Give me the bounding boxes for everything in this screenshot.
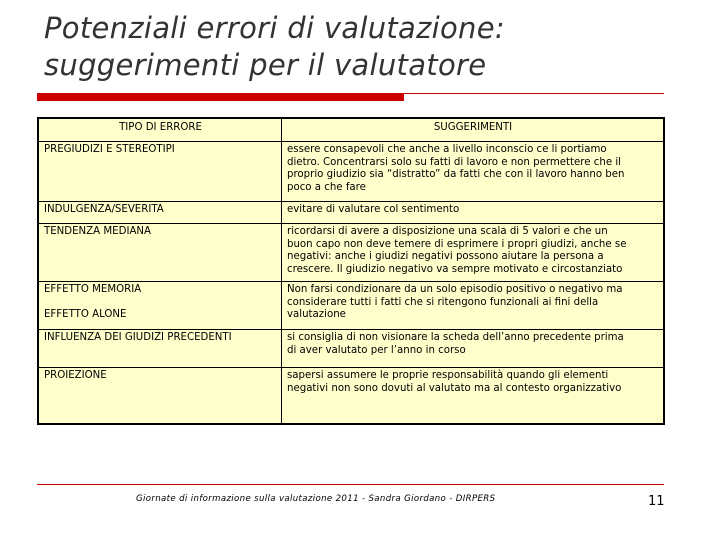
error-cell xyxy=(38,330,282,368)
suggestion-cell xyxy=(282,224,665,282)
suggestion-line: ricordarsi di avere a disposizione una scala di 5 valori e che un xyxy=(287,226,608,237)
error-cell xyxy=(38,282,282,330)
title-accent-bar xyxy=(37,94,404,101)
page-number: 11 xyxy=(648,494,665,509)
table-row xyxy=(38,142,664,202)
suggestion-line: Non farsi condizionare da un solo episodio positivo o negativo ma xyxy=(287,284,623,295)
slide-title-line-2: suggerimenti per il valutatore xyxy=(44,48,487,82)
error-label: EFFETTO ALONE xyxy=(44,308,127,320)
error-cell xyxy=(38,142,282,202)
header-error-type: TIPO DI ERRORE xyxy=(38,118,282,142)
error-cell xyxy=(38,202,282,224)
suggestion-line: si consiglia di non visionare la scheda dell’anno precedente prima xyxy=(287,332,624,343)
suggestion-cell xyxy=(282,330,665,368)
header-suggestions: SUGGERIMENTI xyxy=(282,118,665,142)
suggestion-line: buon capo non deve temere di esprimere i propri giudizi, anche se xyxy=(287,238,627,250)
footer-text: Giornate di informazione sulla valutazione 2011 - Sandra Giordano - DIRPERS xyxy=(136,494,496,504)
suggestion-line: negativi non sono dovuti al valutato ma al contesto organizzativo xyxy=(287,382,622,394)
error-label: INFLUENZA DEI GIUDIZI PRECEDENTI xyxy=(44,332,232,343)
suggestion-line: poco a che fare xyxy=(287,181,366,193)
error-cell xyxy=(38,224,282,282)
suggestion-line: dietro. Concentrarsi solo su fatti di lavoro e non permettere che il xyxy=(287,156,621,168)
errors-table xyxy=(37,117,665,425)
table-row xyxy=(38,368,664,424)
suggestion-line: sapersi assumere le proprie responsabilità quando gli elementi xyxy=(287,370,609,381)
suggestion-line: di aver valutato per l’anno in corso xyxy=(287,344,466,356)
table-row xyxy=(38,330,664,368)
suggestion-line: proprio giudizio sia “distratto” da fatti che con il lavoro hanno ben xyxy=(287,169,625,180)
error-label: TENDENZA MEDIANA xyxy=(44,226,152,237)
error-label: PREGIUDIZI E STEREOTIPI xyxy=(44,144,175,155)
table-row xyxy=(38,202,664,224)
table-row xyxy=(38,282,664,330)
suggestion-cell xyxy=(282,142,665,202)
suggestion-line: evitare di valutare col sentimento xyxy=(287,204,460,215)
footer-divider xyxy=(37,484,664,485)
suggestion-cell xyxy=(282,202,665,224)
suggestion-line: crescere. Il giudizio negativo va sempre motivato e circostanziato xyxy=(287,263,623,275)
error-label: EFFETTO MEMORIA xyxy=(44,284,142,295)
error-cell xyxy=(38,368,282,424)
error-label: PROIEZIONE xyxy=(44,370,107,381)
suggestion-line: negativi: anche i giudizi negativi possono aiutare la persona a xyxy=(287,251,604,262)
suggestion-line: essere consapevoli che anche a livello inconscio ce li portiamo xyxy=(287,144,607,155)
suggestion-line: considerare tutti i fatti che si ritengono funzionali ai fini della xyxy=(287,296,599,308)
slide-title xyxy=(44,10,684,84)
table-header-row xyxy=(38,118,664,142)
suggestion-cell xyxy=(282,368,665,424)
suggestion-cell xyxy=(282,282,665,330)
slide-title-line-1: Potenziali errori di valutazione: xyxy=(44,11,505,45)
suggestion-line: valutazione xyxy=(287,309,346,320)
table-row xyxy=(38,224,664,282)
error-label: INDULGENZA/SEVERITA xyxy=(44,204,164,215)
